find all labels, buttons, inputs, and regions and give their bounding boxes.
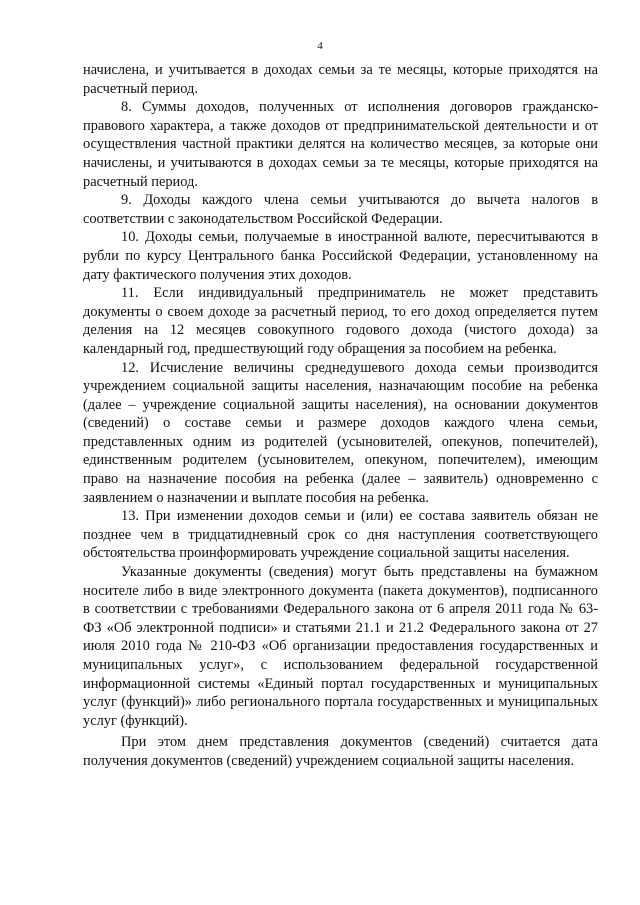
page-number: 4	[317, 40, 323, 52]
paragraph-continuation: начислена, и учитывается в доходах семьи за те месяцы, которые приходятся на расчетный период.	[83, 62, 598, 97]
paragraph-11: 11. Если индивидуальный предприниматель не может представить документы о своем доходе за расчетный период, то его доход определяется путем деления на 12 месяцев совокупного годового дохода (чистого дохода) за календарный год, предшествующий году обращения за пособием на ребенка.	[83, 285, 598, 357]
paragraph-13: 13. При изменении доходов семьи и (или) ее состава заявитель обязан не позднее чем в тридцатидневный срок со дня наступления соответствующего обстоятельства проинформировать учреждение социальной защиты населения.	[83, 508, 598, 562]
paragraph-9: 9. Доходы каждого члена семьи учитываются до вычета налогов в соответствии с законодательством Российской Федерации.	[83, 192, 598, 227]
paragraph-documents-submission: Указанные документы (сведения) могут быть представлены на бумажном носителе либо в виде электронного документа (пакета документов), подписанного в соответствии с требованиями Федерального закона от 6 апреля 2011 года № 63-ФЗ «Об электронной подписи» и статьями 21.1 и 21.2 Федерального закона от 27 июля 2010 года № 210-ФЗ «Об организации предоставления государственных и муниципальных услуг», с использованием федеральной государственной информационной системы «Единый портал государственных и муниципальных услуг (функций)» либо регионального портала государственных и муниципальных услуг (функций).	[83, 564, 598, 729]
document-body	[83, 61, 598, 771]
paragraph-10: 10. Доходы семьи, получаемые в иностранной валюте, пересчитываются в рубли по курсу Центрального банка Российской Федерации, установленному на дату фактического получения этих доходов.	[83, 229, 598, 283]
paragraph-submission-date: При этом днем представления документов (сведений) считается дата получения документов (сведений) учреждением социальной защиты населения.	[83, 734, 598, 769]
paragraph-12: 12. Исчисление величины среднедушевого дохода семьи производится учреждением социальной защиты населения, назначающим пособие на ребенка (далее – учреждение социальной защиты населения), на основании документов (сведений) о составе семьи и размере доходов каждого члена семьи, представленных одним из родителей (усыновителей, опекунов, попечителей), единственным родителем (усыновителем, опекуном, попечителем), имеющим право на назначение пособия на ребенка (далее – заявитель) одновременно с заявлением о назначении и выплате пособия на ребенка.	[83, 359, 598, 506]
paragraph-8: 8. Суммы доходов, полученных от исполнения договоров гражданско-правового характера, а также доходов от предпринимательской деятельности и от осуществления частной практики делятся на количество месяцев, за которые они начислены, и учитываются в доходах семьи за те месяцы, которые приходятся на расчетный период.	[83, 99, 598, 190]
